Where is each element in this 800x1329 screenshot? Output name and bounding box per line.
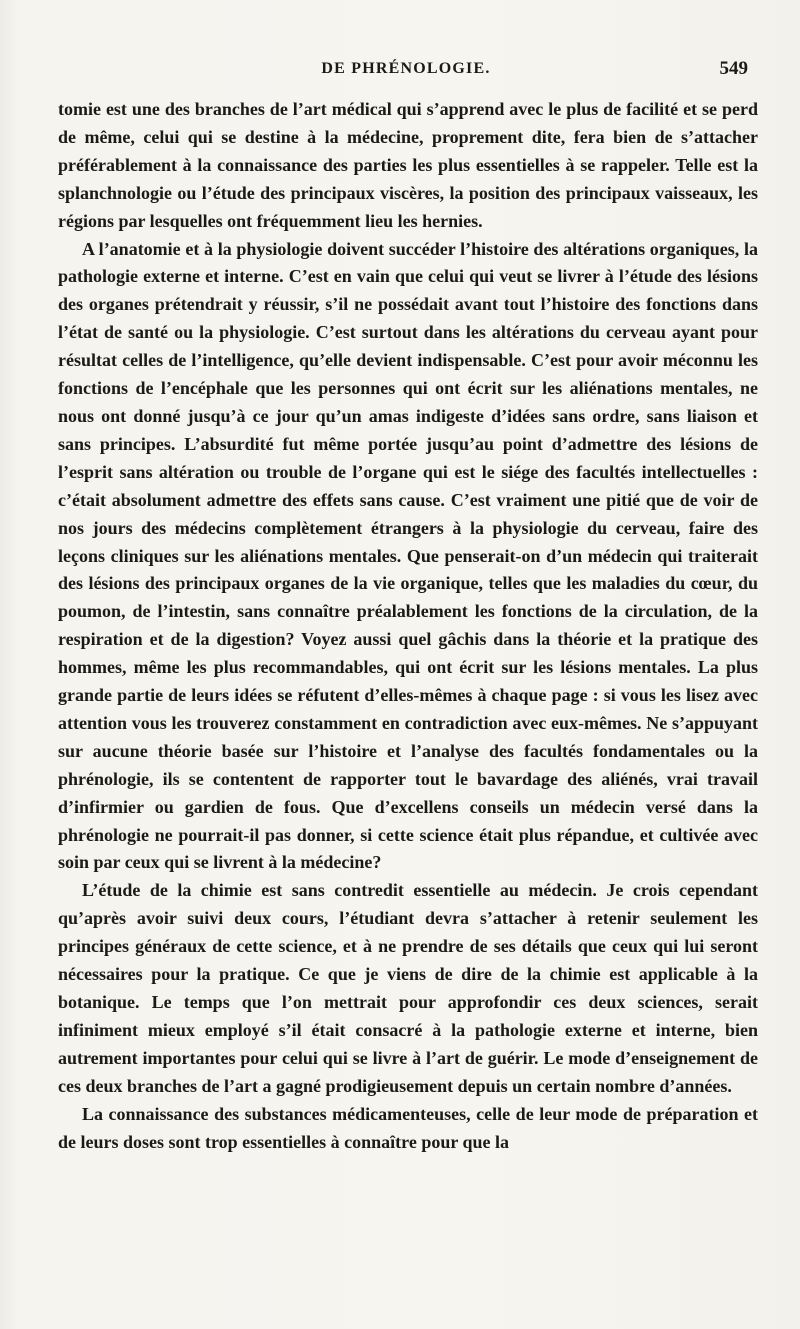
- running-head: DE PHRÉNOLOGIE.: [321, 60, 491, 77]
- paragraph-medicaments: La connaissance des substances médicamenteuses, celle de leur mode de préparation et de leurs doses sont trop essentielles à connaître pour que la: [58, 1103, 758, 1152]
- page-header: [58, 60, 754, 90]
- paragraph-pathology: A l’anatomie et à la physiologie doivent succéder l’histoire des altérations organiques, la pathologie externe et interne. C’est en vain que celui qui veut se livrer à l’étude des lésions des organes prétendrait y réussir, s’il ne possédait avant tout l’histoire des fonctions dans l’état de santé ou la physiologie. C’est surtout dans les altérations du cerveau ayant pour résultat celles de l’intelligence, qu’elle devient indispensable. C’est pour avoir méconnu les fonctions de l’encéphale que les personnes qui ont écrit sur les aliénations mentales, ne nous ont donné jusqu’à ce jour qu’un amas indigeste d’idées sans ordre, sans liaison et sans principes. L’absurdité fut même portée jusqu’au point d’admettre des lésions de l’esprit sans altération ou trouble de l’organe qui est le siége des facultés intellectuelles : c’était absolument admettre des effets sans cause. C’est vraiment une pitié que de voir de nos jours des médecins complètement étrangers à la physiologie du cerveau, faire des leçons cliniques sur les aliénations mentales. Que penserait-on d’un médecin qui traiterait des lésions des principaux organes de la vie organique, telles que les maladies du cœur, du poumon, de l’intestin, sans connaître préalablement les fonctions de la circulation, de la respiration et de la digestion? Voyez aussi quel gâchis dans la théorie et la pratique des hommes, même les plus recommandables, qui ont écrit sur les lésions mentales. La plus grande partie de leurs idées se réfutent d’elles-mêmes à chaque page : si vous les lisez avec attention vous les trouverez constamment en contradiction avec eux-mêmes. Ne s’appuyant sur aucune théorie basée sur l’histoire et l’analyse des facultés fondamentales ou la phrénologie, ils se contentent de rapporter tout le bavardage des aliénés, vrai travail d’infirmier ou gardien de fous. Que d’excellens conseils un médecin versé dans la phrénologie ne pourrait-il pas donner, si cette science était plus répandue, et cultivée avec soin par ceux qui se livrent à la médecine?: [58, 238, 758, 873]
- body-text: [58, 96, 758, 1156]
- paragraph-continuation: tomie est une des branches de l’art médical qui s’apprend avec le plus de facilité et se perd de même, celui qui se destine à la médecine, proprement dite, fera bien de s’attacher préférablement à la connaissance des parties les plus essentielles à se rappeler. Telle est la splanchnologie ou l’étude des principaux viscères, la position des principaux vaisseaux, les régions par lesquelles ont fréquemment lieu les hernies.: [58, 99, 758, 231]
- paragraph-chemistry: L’étude de la chimie est sans contredit essentielle au médecin. Je crois cependant qu’après avoir suivi deux cours, l’étudiant devra s’attacher à retenir seulement les principes généraux de cette science, et à ne prendre de ses détails que ceux qui lui seront nécessaires pour la pratique. Ce que je viens de dire de la chimie est applicable à la botanique. Le temps que l’on mettrait pour approfondir ces deux sciences, serait infiniment mieux employé s’il était consacré à la pathologie externe et interne, bien autrement importantes pour celui qui se livre à l’art de guérir. Le mode d’enseignement de ces deux branches de l’art a gagné prodigieusement depuis un certain nombre d’années.: [58, 880, 758, 1096]
- page-number: 549: [719, 58, 748, 79]
